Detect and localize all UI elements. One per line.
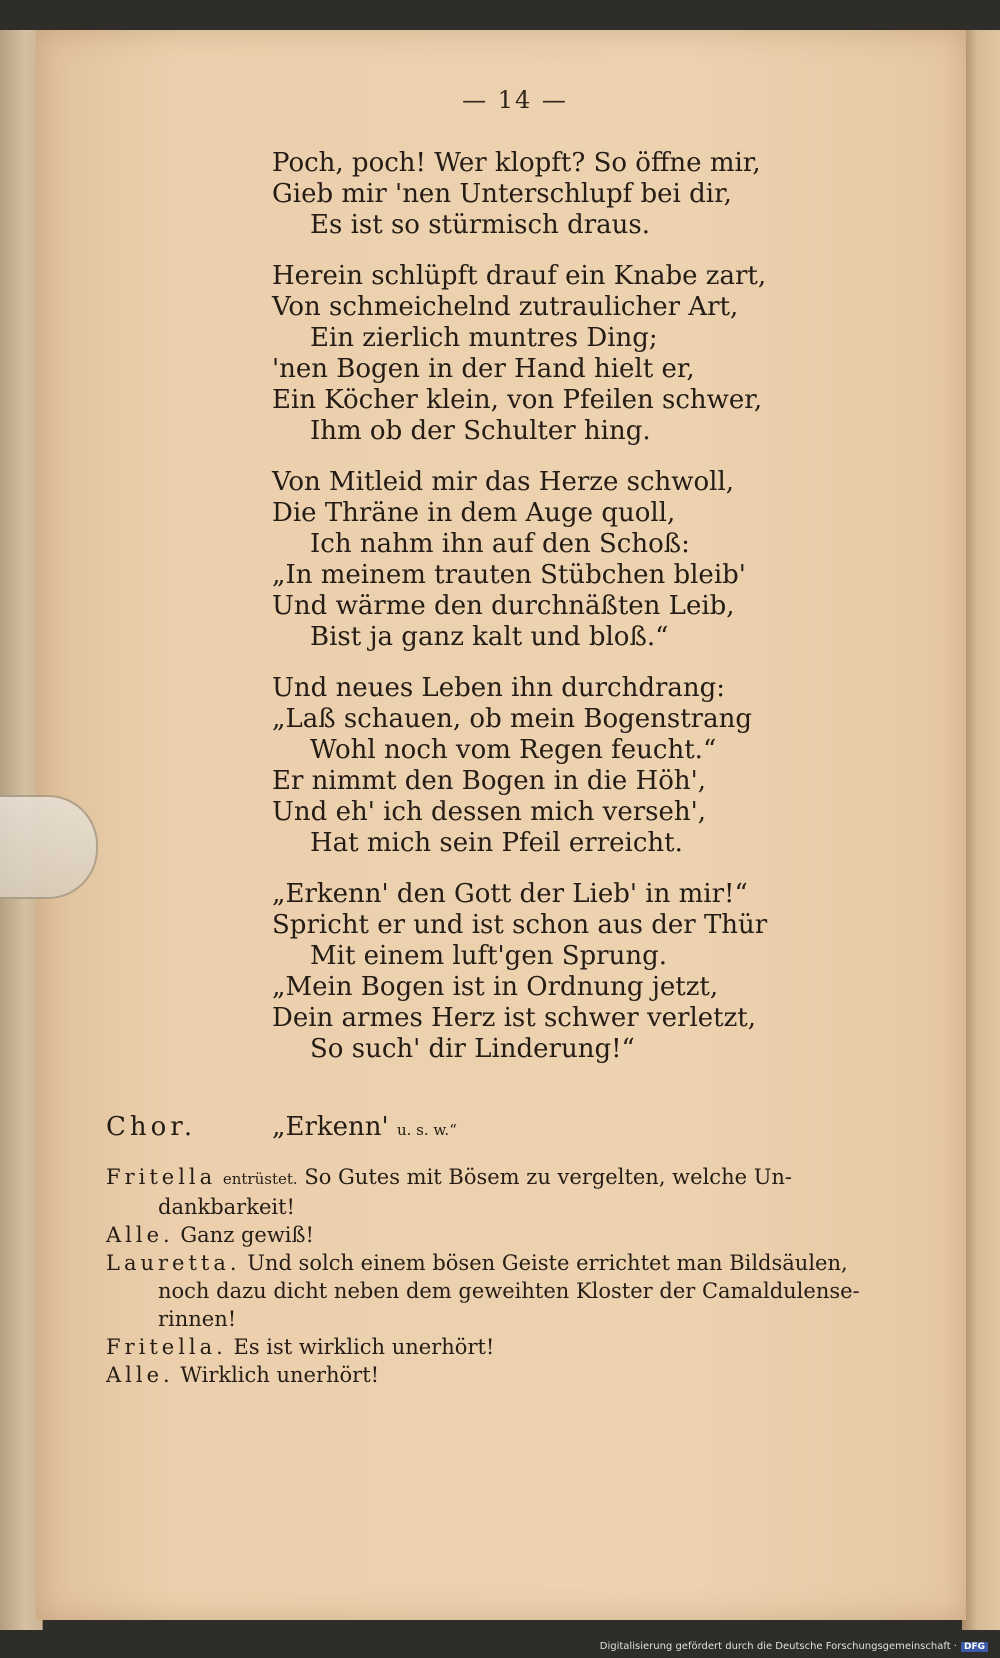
verse-line: 'nen Bogen in der Hand hielt er, <box>272 354 695 384</box>
verse-line: Die Thräne in dem Auge quoll, <box>272 498 676 528</box>
dialogue-entry <box>106 1221 896 1249</box>
speaker-name: Alle. <box>106 1223 174 1247</box>
dialogue-text: Es ist wirklich unerhört! <box>233 1335 495 1359</box>
chorus-line <box>106 1112 846 1142</box>
verse-line: Herein schlüpft drauf ein Knabe zart, <box>272 261 767 291</box>
dialogue-continuation: noch dazu dicht neben dem geweihten Kloster der Camaldulense- <box>158 1279 860 1303</box>
verse-line: Und wärme den durchnäßten Leib, <box>272 591 735 621</box>
credit-text: Digitalisierung gefördert durch die Deutsche Forschungsgemeinschaft · <box>599 1641 957 1652</box>
dialogue-continuation: dankbarkeit! <box>158 1195 295 1219</box>
verse-line: Dein armes Herz ist schwer verletzt, <box>272 1003 757 1033</box>
speaker-name: Fritella. <box>106 1335 227 1359</box>
stanza-1 <box>272 148 832 241</box>
poem <box>272 148 832 1085</box>
dfg-logo: DFG <box>961 1642 988 1652</box>
stanza-2 <box>272 261 832 447</box>
verse-line: Von Mitleid mir das Herze schwoll, <box>272 467 735 497</box>
dialogue-continuation: rinnen! <box>158 1307 237 1331</box>
verse-line: Poch, poch! Wer klopft? So öffne mir, <box>272 148 761 178</box>
dialogue-entry <box>106 1333 896 1361</box>
dialogue-text: So Gutes mit Bösem zu vergelten, welche Un- <box>304 1165 793 1189</box>
verse-line: Bist ja ganz kalt und bloß.“ <box>310 622 669 652</box>
chorus-abbreviation: u. s. w.“ <box>396 1121 457 1139</box>
speaker-name: Alle. <box>106 1363 174 1387</box>
right-page-edge <box>962 30 1000 1630</box>
page-number: — 14 — <box>462 86 568 114</box>
verse-line: Von schmeichelnd zutraulicher Art, <box>272 292 739 322</box>
verse-line: Ein zierlich muntres Ding; <box>310 323 658 353</box>
dialogue-entry <box>106 1361 896 1389</box>
verse-line: Spricht er und ist schon aus der Thür <box>272 910 768 940</box>
verse-line: Ihm ob der Schulter hing. <box>310 416 651 446</box>
speaker-name: Fritella <box>106 1165 217 1189</box>
verse-line: Ich nahm ihn auf den Schoß: <box>310 529 690 559</box>
stanza-3 <box>272 467 832 653</box>
dialogue-text: Wirklich unerhört! <box>180 1363 380 1387</box>
verse-line: „Erkenn' den Gott der Lieb' in mir!“ <box>272 879 748 909</box>
verse-line: Es ist so stürmisch draus. <box>310 210 650 240</box>
verse-line: „Laß schauen, ob mein Bogenstrang <box>272 704 752 734</box>
dialogue-entry <box>106 1249 896 1277</box>
dialogue-text: Ganz gewiß! <box>180 1223 314 1247</box>
verse-line: Mit einem luft'gen Sprung. <box>310 941 668 971</box>
chorus-text: „Erkenn' <box>272 1112 389 1142</box>
dialogue-entry <box>106 1163 896 1193</box>
stanza-5 <box>272 879 832 1065</box>
verse-line: So such' dir Linderung!“ <box>310 1034 635 1064</box>
verse-line: Ein Köcher klein, von Pfeilen schwer, <box>272 385 763 415</box>
stanza-4 <box>272 673 832 859</box>
verse-line: Hat mich sein Pfeil erreicht. <box>310 828 683 858</box>
digitization-credit <box>600 1641 988 1652</box>
verse-line: „In meinem trauten Stübchen bleib' <box>272 560 746 590</box>
verse-line: „Mein Bogen ist in Ordnung jetzt, <box>272 972 719 1002</box>
dialogue-text: Und solch einem bösen Geiste errichtet man Bildsäulen, <box>247 1251 848 1275</box>
dialogue <box>106 1163 896 1389</box>
verse-line: Er nimmt den Bogen in die Höh', <box>272 766 707 796</box>
paper-clip <box>0 795 98 899</box>
verse-line: Gieb mir 'nen Unterschlupf bei dir, <box>272 179 732 209</box>
verse-line: Und eh' ich dessen mich verseh', <box>272 797 707 827</box>
verse-line: Wohl noch vom Regen feucht.“ <box>310 735 717 765</box>
speaker-name: Lauretta. <box>106 1251 241 1275</box>
chorus-speaker: Chor. <box>106 1112 197 1142</box>
verse-line: Und neues Leben ihn durchdrang: <box>272 673 726 703</box>
stage-direction: entrüstet. <box>222 1170 298 1188</box>
